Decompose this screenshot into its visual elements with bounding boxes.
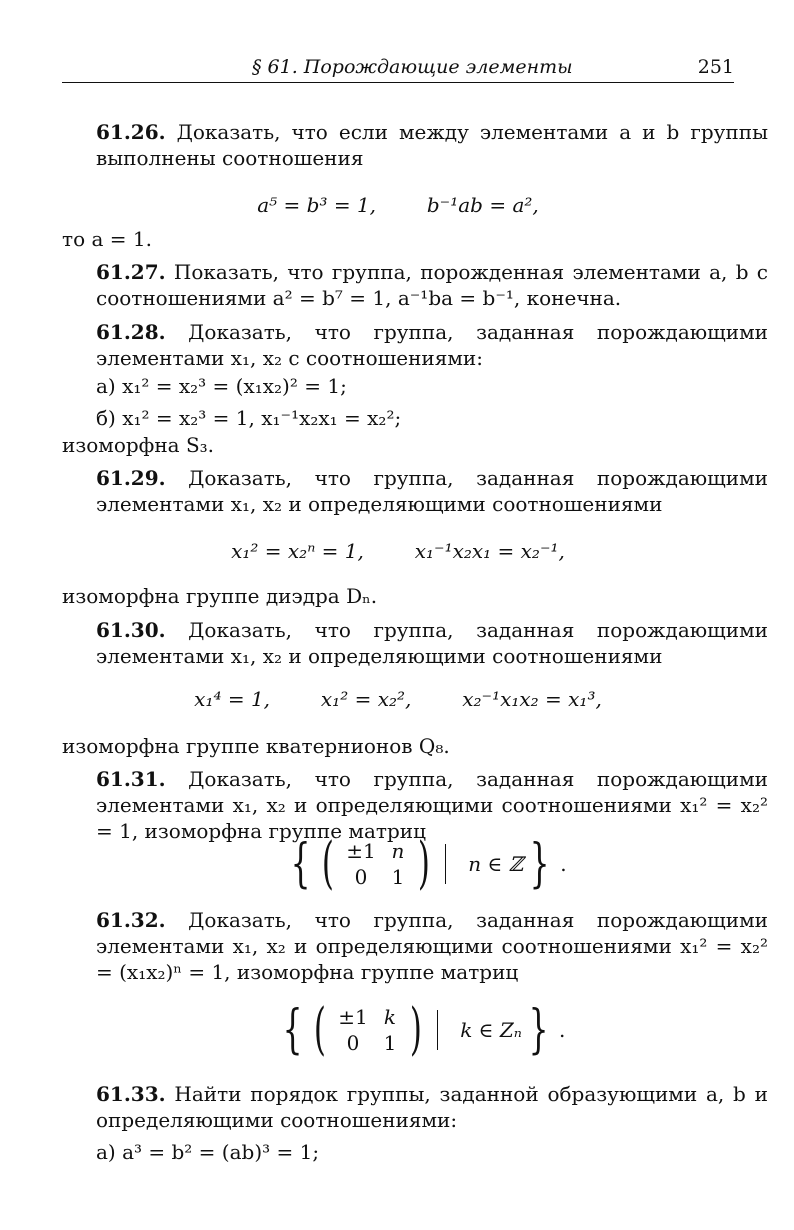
matrix-cell: 0	[354, 865, 368, 889]
set-condition: k ∈ Zₙ	[460, 1018, 522, 1042]
right-brace: }	[528, 1000, 549, 1060]
page-number: 251	[697, 56, 734, 78]
matrix-cell: 1	[383, 1031, 397, 1055]
left-brace: {	[290, 834, 311, 894]
matrix-cell: ±1	[338, 1005, 368, 1029]
right-brace: }	[529, 834, 550, 894]
problem-tail: изоморфна группе кватернионов Q₈.	[62, 734, 450, 758]
matrix	[339, 839, 413, 889]
problem-61-26	[62, 119, 768, 171]
left-paren: (	[314, 997, 327, 1062]
separator-bar	[445, 844, 446, 884]
problem-number: 61.29.	[96, 466, 166, 490]
problem-text: Доказать, что группа, заданная порождающими элементами x₁, x₂ и определяющими соотношениями x₁² = x₂² = (x₁x₂)ⁿ = 1, изоморфна группе матриц	[96, 908, 768, 984]
problem-text: Доказать, что если между элементами a и b группы выполнены соотношения	[96, 120, 768, 170]
matrix	[331, 1005, 405, 1055]
display-formula: x₁⁴ = 1, x₁² = x₂², x₂⁻¹x₁x₂ = x₁³,	[194, 687, 602, 711]
running-title: § 61. Порождающие элементы	[252, 56, 573, 78]
right-paren: )	[409, 997, 422, 1062]
problem-61-27	[62, 259, 768, 311]
problem-61-32	[62, 907, 768, 985]
case-a: а) x₁² = x₂³ = (x₁x₂)² = 1;	[96, 374, 347, 398]
problem-text: Найти порядок группы, заданной образующими a, b и определяющими соотношениями:	[96, 1082, 768, 1132]
matrix-cell: ±1	[346, 839, 376, 863]
problem-number: 61.30.	[96, 618, 166, 642]
matrix-cell: n	[391, 839, 405, 863]
problem-number: 61.33.	[96, 1082, 166, 1106]
problem-tail: изоморфна S₃.	[62, 433, 215, 457]
problem-text: Доказать, что группа, заданная порождающими элементами x₁, x₂ и определяющими соотношениями	[96, 618, 768, 668]
matrix-cell: k	[383, 1005, 397, 1029]
case-a: а) a³ = b² = (ab)³ = 1;	[96, 1140, 320, 1164]
problem-tail: то a = 1.	[62, 227, 152, 251]
problem-number: 61.31.	[96, 767, 166, 791]
problem-text: Доказать, что группа, заданная порождающими элементами x₁, x₂ с соотношениями:	[96, 320, 768, 370]
problem-text: Доказать, что группа, заданная порождающими элементами x₁, x₂ и определяющими соотношениями	[96, 466, 768, 516]
set-condition: n ∈ ℤ	[468, 852, 524, 876]
matrix-cell: 1	[391, 865, 405, 889]
problem-tail: изоморфна группе диэдра Dₙ.	[62, 584, 378, 608]
problem-61-29	[62, 465, 768, 517]
problem-number: 61.32.	[96, 908, 166, 932]
separator-bar	[437, 1010, 438, 1050]
right-paren: )	[417, 831, 430, 896]
problem-61-33	[62, 1081, 768, 1133]
problem-61-28	[62, 319, 768, 371]
problem-number: 61.28.	[96, 320, 166, 344]
matrix-cell: 0	[346, 1031, 360, 1055]
problem-number: 61.26.	[96, 120, 166, 144]
left-paren: (	[322, 831, 335, 896]
problem-61-30	[62, 617, 768, 669]
period: .	[558, 1018, 566, 1042]
period: .	[560, 852, 567, 876]
problem-text: Показать, что группа, порожденная элементами a, b с соотношениями a² = b⁷ = 1, a⁻¹ba = b⁻¹, конечна.	[96, 260, 768, 310]
left-brace: {	[282, 1000, 303, 1060]
problem-61-31	[62, 766, 768, 844]
matrix-group-display	[276, 997, 566, 1062]
matrix-group-display	[284, 831, 567, 896]
problem-text: Доказать, что группа, заданная порождающими элементами x₁, x₂ и определяющими соотношениями x₁² = x₂² = 1, изоморфна группе матриц	[96, 767, 768, 843]
case-b: б) x₁² = x₂³ = 1, x₁⁻¹x₂x₁ = x₂²;	[96, 406, 402, 430]
display-formula: x₁² = x₂ⁿ = 1, x₁⁻¹x₂x₁ = x₂⁻¹,	[231, 539, 565, 563]
display-formula: a⁵ = b³ = 1, b⁻¹ab = a²,	[257, 193, 539, 217]
problem-number: 61.27.	[96, 260, 166, 284]
page-header	[62, 54, 734, 83]
